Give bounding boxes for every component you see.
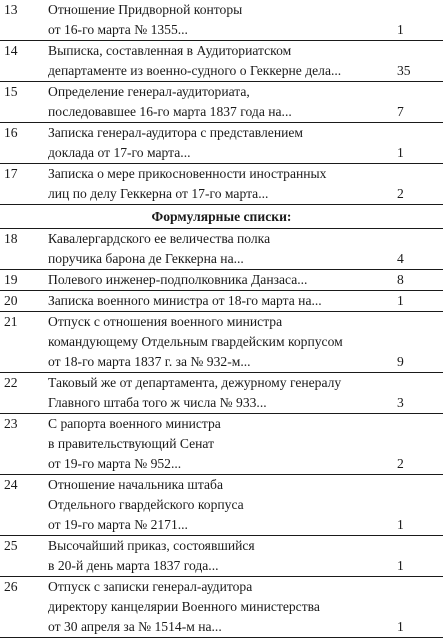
contents-row bbox=[0, 82, 443, 123]
entry-title-line: в 20-й день марта 1837 года... bbox=[48, 558, 219, 573]
entry-number: 26 bbox=[0, 577, 48, 638]
entry-title-line: Главного штаба того ж числа № 933... bbox=[48, 395, 267, 410]
entry-title-line: в правительствующий Сенат bbox=[48, 436, 215, 451]
entry-page-number: 1 bbox=[397, 536, 443, 577]
entry-number: 17 bbox=[0, 164, 48, 205]
entry-title bbox=[48, 41, 397, 82]
entry-title-line: Отпуск с записки генерал-аудитора bbox=[48, 579, 253, 594]
entry-title bbox=[48, 291, 397, 312]
section-heading: Формулярные списки: bbox=[0, 205, 443, 229]
entry-page-number: 8 bbox=[397, 270, 443, 291]
entry-title-line: доклада от 17-го марта... bbox=[48, 145, 191, 160]
entry-page-number: 2 bbox=[397, 414, 443, 475]
entry-title-line: Определение генерал-аудиториата, bbox=[48, 84, 250, 99]
entry-number: 16 bbox=[0, 123, 48, 164]
entry-title-line: Записка о мере прикосновенности иностранных bbox=[48, 166, 327, 181]
entry-title-line: от 18-го марта 1837 г. за № 932-м... bbox=[48, 354, 251, 369]
entry-title bbox=[48, 123, 397, 164]
contents-row bbox=[0, 312, 443, 373]
entry-title bbox=[48, 270, 397, 291]
entry-title-line: от 30 апреля за № 1514-м на... bbox=[48, 619, 222, 634]
section-heading-row bbox=[0, 205, 443, 229]
entry-title bbox=[48, 475, 397, 536]
entry-title-line: Отношение Придворной конторы bbox=[48, 2, 243, 17]
contents-row bbox=[0, 536, 443, 577]
entry-title-line: от 16-го марта № 1355... bbox=[48, 22, 188, 37]
contents-row bbox=[0, 41, 443, 82]
entry-title-line: Отношение начальника штаба bbox=[48, 477, 223, 492]
entry-number: 20 bbox=[0, 291, 48, 312]
entry-title-line: от 19-го марта № 952... bbox=[48, 456, 182, 471]
entry-title-line: директору канцелярии Военного министерства bbox=[48, 599, 320, 614]
contents-row bbox=[0, 373, 443, 414]
entry-title-line: Высочайший приказ, состоявшийся bbox=[48, 538, 255, 553]
contents-row bbox=[0, 475, 443, 536]
entry-title-line: Отдельного гвардейского корпуса bbox=[48, 497, 244, 512]
entry-page-number: 7 bbox=[397, 82, 443, 123]
entry-title bbox=[48, 373, 397, 414]
entry-page-number: 9 bbox=[397, 312, 443, 373]
contents-row bbox=[0, 0, 443, 41]
entry-page-number: 3 bbox=[397, 373, 443, 414]
entry-title-line: Отпуск с отношения военного министра bbox=[48, 314, 283, 329]
entry-number: 21 bbox=[0, 312, 48, 373]
entry-page-number: 1 bbox=[397, 291, 443, 312]
entry-number: 22 bbox=[0, 373, 48, 414]
contents-row bbox=[0, 123, 443, 164]
contents-row bbox=[0, 229, 443, 270]
entry-page-number: 4 bbox=[397, 229, 443, 270]
entry-title-line: Таковый же от департамента, дежурному генералу bbox=[48, 375, 342, 390]
contents-row bbox=[0, 270, 443, 291]
entry-title-line: командующему Отдельным гвардейским корпусом bbox=[48, 334, 343, 349]
entry-title bbox=[48, 312, 397, 373]
entry-page-number: 1 bbox=[397, 123, 443, 164]
entry-title-line: Полевого инженер-подполковника Данзаса... bbox=[48, 272, 308, 287]
entry-number: 25 bbox=[0, 536, 48, 577]
entry-title-line: Выписка, составленная в Аудиториатском bbox=[48, 43, 292, 58]
entry-title-line: Кавалергардского ее величества полка bbox=[48, 231, 271, 246]
entry-number: 14 bbox=[0, 41, 48, 82]
entry-title bbox=[48, 229, 397, 270]
entry-title bbox=[48, 164, 397, 205]
entry-number: 19 bbox=[0, 270, 48, 291]
entry-title bbox=[48, 0, 397, 41]
entry-title bbox=[48, 82, 397, 123]
entry-title-line: последовавшее 16-го марта 1837 года на... bbox=[48, 104, 292, 119]
entry-title bbox=[48, 414, 397, 475]
entry-number: 15 bbox=[0, 82, 48, 123]
entry-number: 13 bbox=[0, 0, 48, 41]
entry-number: 23 bbox=[0, 414, 48, 475]
entry-number: 24 bbox=[0, 475, 48, 536]
entry-page-number: 1 bbox=[397, 577, 443, 638]
contents-row bbox=[0, 164, 443, 205]
entry-title bbox=[48, 577, 397, 638]
entry-title-line: С рапорта военного министра bbox=[48, 416, 221, 431]
entry-page-number: 1 bbox=[397, 475, 443, 536]
entry-page-number: 1 bbox=[397, 0, 443, 41]
entry-title bbox=[48, 536, 397, 577]
entry-title-line: департаменте из военно-судного о Геккерне дела... bbox=[48, 63, 342, 78]
entry-title-line: Записка генерал-аудитора с представлением bbox=[48, 125, 304, 140]
entry-title-line: от 19-го марта № 2171... bbox=[48, 517, 188, 532]
entry-number: 18 bbox=[0, 229, 48, 270]
entry-page-number: 35 bbox=[397, 41, 443, 82]
entry-title-line: поручика барона де Геккерна на... bbox=[48, 251, 244, 266]
entry-title-line: Записка военного министра от 18-го марта на... bbox=[48, 293, 322, 308]
entry-page-number: 2 bbox=[397, 164, 443, 205]
contents-row bbox=[0, 414, 443, 475]
entry-title-line: лиц по делу Геккерна от 17-го марта... bbox=[48, 186, 269, 201]
contents-row bbox=[0, 577, 443, 638]
contents-row bbox=[0, 291, 443, 312]
